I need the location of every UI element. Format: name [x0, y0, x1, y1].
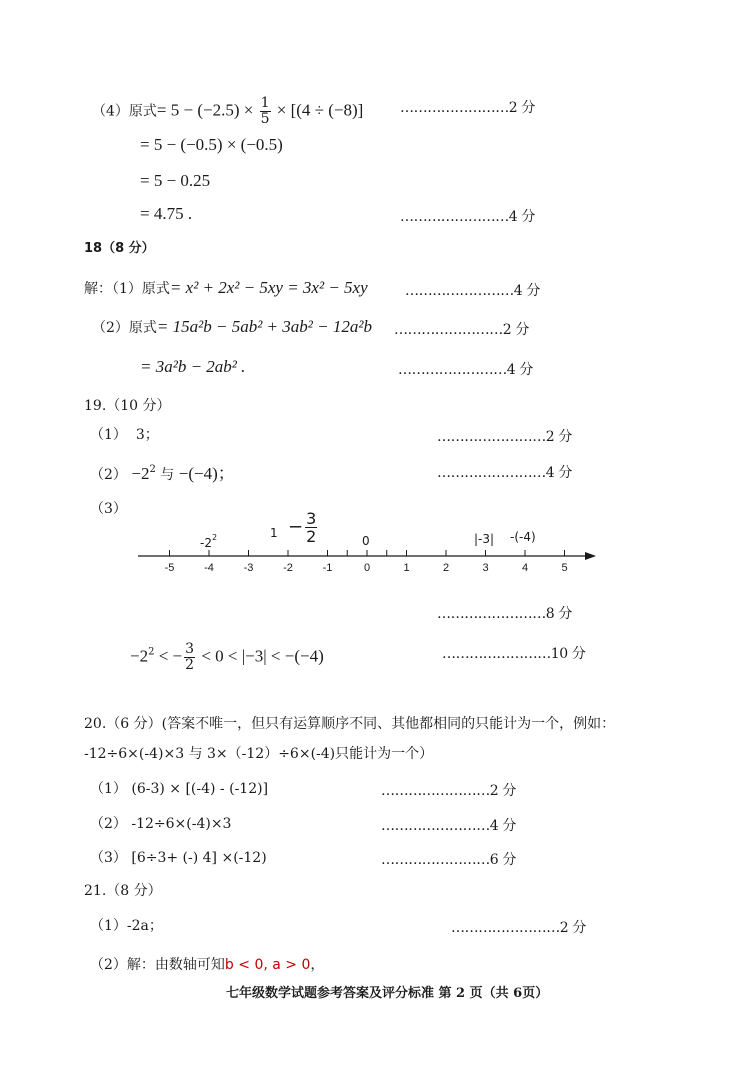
q17-part4-line3: = 5 − 0.25	[140, 171, 211, 190]
q18-header: 18（8 分）	[84, 241, 155, 256]
score-dots: ……………………8 分	[437, 606, 572, 622]
q18-part2-line2: = 3a²b − 2ab² .	[140, 357, 246, 376]
score-dots: ……………………2 分	[437, 429, 572, 445]
score-dots: ……………………6 分	[381, 852, 516, 868]
q19-part2: $(2) -2^2$ 与 −(−4)；	[90, 464, 235, 483]
number-line-tick-label: -4	[204, 562, 214, 574]
fraction-three-halves: $\frac{3}{2}$	[306, 509, 317, 546]
q19-header: 19.（10 分）	[84, 398, 171, 414]
number-line-tick-label: -1	[322, 562, 333, 574]
mark-one: 1	[270, 526, 278, 540]
number-line-tick-label: 5	[561, 562, 568, 574]
score-dots: ……………………2 分	[394, 322, 529, 338]
q19-ordering: $-2^2$ < − $\frac{3}{2}$ < 0 < |−3| < −(−4)	[130, 641, 324, 673]
q17-part4-line1: （4）原式= 5 − (−2.5) × $\frac{1}{5}$ × [(4 ÷ (−8)]	[92, 95, 364, 127]
number-line	[0, 520, 756, 600]
number-line-tick-label: 1	[403, 562, 410, 574]
q20-header-line2: -12÷6×(-4)×3 与 3×（-12）÷6×(-4)只能计为一个）	[84, 746, 434, 762]
number-line-tick-label: -2	[283, 562, 293, 574]
mark-abs-neg-three: |-3|	[474, 532, 495, 546]
mark-zero: 0	[362, 534, 370, 548]
number-line-tick-label: 4	[521, 562, 529, 574]
number-line-tick-label: -5	[164, 562, 175, 574]
score-dots: ……………………4 分	[437, 465, 572, 481]
score-dots: ……………………4 分	[381, 818, 516, 834]
q18-part1: 解：（1）原式= x² + 2x² − 5xy = 3x² − 5xy	[84, 278, 368, 297]
q20-part3: （3） [6÷3+ (-) 4] ×(-12)	[90, 850, 267, 866]
number-line-tick-label: 2	[442, 562, 450, 574]
score-dots: ……………………2 分	[400, 100, 535, 116]
q21-header: 21.（8 分）	[84, 883, 162, 899]
mark-neg-three-halves: − $\frac{3}{2}$	[288, 509, 317, 546]
page-footer: 七年级数学试题参考答案及评分标准 第 2 页（共 6页）	[226, 986, 549, 1001]
q20-part2: （2） -12÷6×(-4)×3	[90, 816, 232, 832]
score-dots: ……………………2 分	[451, 920, 586, 936]
score-dots: ……………………2 分	[381, 783, 516, 799]
red-inequality: b < 0, a > 0	[224, 957, 311, 973]
q19-part3-label: （3）	[90, 501, 127, 517]
q21-part2: （2）解：由数轴可知b < 0, a > 0，	[90, 957, 325, 973]
mark-neg-two-squared: $-2^2$	[200, 533, 218, 550]
q19-part1: （1） 3；	[90, 427, 159, 443]
q17-part4-line2: = 5 − (−0.5) × (−0.5)	[140, 135, 283, 154]
number-line-tick-label: -3	[243, 562, 254, 574]
q20-header-line1: 20.（6 分）(答案不唯一，但只有运算顺序不同、其他都相同的只能计为一个，例如：	[84, 716, 616, 732]
q21-part1: （1）-2a；	[90, 918, 163, 934]
score-dots: ……………………4 分	[398, 362, 533, 378]
number-line-tick-label: 3	[482, 562, 489, 574]
fraction-three-halves: $\frac{3}{2}$	[185, 641, 195, 673]
number-line-tick-label: 0	[363, 562, 371, 574]
arrow-right-icon	[585, 552, 596, 560]
score-dots: ……………………4 分	[400, 209, 535, 225]
q18-part2: （2）原式= 15a²b − 5ab² + 3ab² − 12a²b	[92, 317, 372, 336]
mark-neg-neg-four: -(-4)	[510, 530, 536, 544]
fraction-one-fifth: $\frac{1}{5}$	[260, 95, 270, 127]
q17-part4-line4: = 4.75 .	[140, 204, 193, 223]
q20-part1: （1） (6-3) × [(-4) - (-12)]	[90, 781, 269, 797]
score-dots: ……………………10 分	[442, 646, 586, 662]
score-dots: ……………………4 分	[405, 283, 540, 299]
